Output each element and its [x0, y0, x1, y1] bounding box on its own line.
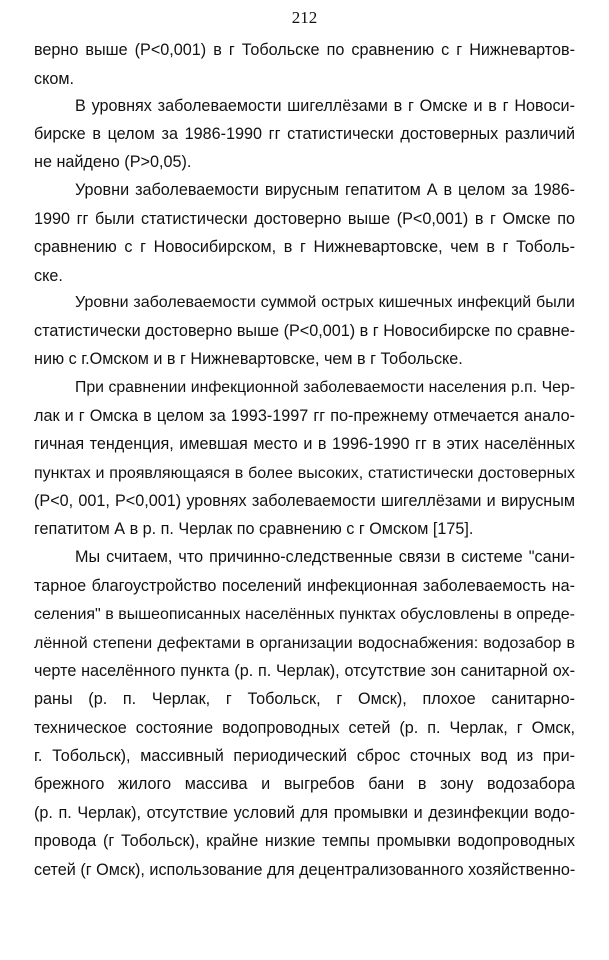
- text-line: статистически достоверно выше (P<0,001) в г Новосибирске по сравне-: [34, 322, 575, 340]
- page-number: 212: [291, 8, 318, 27]
- text-line: лённой степени дефектами в организации водоснабжения: водозабор в: [34, 635, 575, 652]
- text-line: Уровни заболеваемости суммой острых кишечных инфекций были: [75, 294, 575, 311]
- text-line: ске.: [34, 267, 63, 285]
- text-line: ском.: [34, 70, 74, 88]
- text-line: сравнению с г Новосибирском, в г Нижневартовске, чем в г Тоболь-: [34, 238, 575, 256]
- text-line: При сравнении инфекционной заболеваемости населения р.п. Чер-: [75, 379, 575, 396]
- text-line: тарное благоустройство поселений инфекционная заболеваемость на-: [34, 577, 575, 595]
- text-line: (р. п. Черлак), отсутствие условий для промывки и дезинфекции водо-: [34, 804, 575, 822]
- text-line: провода (г Тобольск), крайне низкие темпы промывки водопроводных: [34, 832, 575, 850]
- text-line: не найдено (P>0,05).: [34, 153, 192, 171]
- text-line: 1990 гг были статистически достоверно выше (P<0,001) в г Омске по: [34, 210, 575, 228]
- text-line: брежного жилого массива и выгребов бани в зону водозабора: [34, 775, 575, 793]
- text-line: бирске в целом за 1986-1990 гг статистически достоверных различий: [34, 125, 575, 143]
- text-line: нию с г.Омском и в г Нижневартовске, чем в г Тобольске.: [34, 350, 463, 368]
- text-line: черте населённого пункта (р. п. Черлак), отсутствие зон санитарной ох-: [34, 662, 575, 680]
- text-line: селения" в вышеописанных населённых пунктах обусловлены в опреде-: [34, 606, 575, 623]
- text-line: Мы считаем, что причинно-следственные связи в системе "сани-: [75, 548, 575, 566]
- text-line: гепатитом А в р. п. Черлак по сравнению с г Омском [175].: [34, 520, 474, 538]
- text-line: сетей (г Омск), использование для децентрализованного хозяйственно-: [34, 861, 576, 879]
- text-line: лак и г Омска в целом за 1993-1997 гг по-прежнему отмечается анало-: [34, 407, 575, 425]
- text-line: В уровнях заболеваемости шигеллёзами в г Омске и в г Новоси-: [75, 97, 575, 115]
- text-line: (P<0, 001, P<0,001) уровнях заболеваемости шигеллёзами и вирусным: [34, 492, 575, 510]
- text-line: гичная тенденция, имевшая место и в 1996-1990 гг в этих населённых: [34, 435, 575, 453]
- text-line: Уровни заболеваемости вирусным гепатитом А в целом за 1986-: [75, 181, 575, 199]
- text-line: раны (р. п. Черлак, г Тобольск, г Омск), плохое санитарно-: [34, 690, 575, 708]
- text-line: техническое состояние водопроводных сетей (р. п. Черлак, г Омск,: [34, 719, 575, 737]
- text-line: пунктах и проявляющаяся в более высоких, статистически достоверных: [34, 465, 575, 482]
- text-line: верно выше (P<0,001) в г Тобольске по сравнению с г Нижневартов-: [34, 41, 575, 59]
- text-line: г. Тобольск), массивный периодический сброс сточных вод из при-: [34, 747, 575, 765]
